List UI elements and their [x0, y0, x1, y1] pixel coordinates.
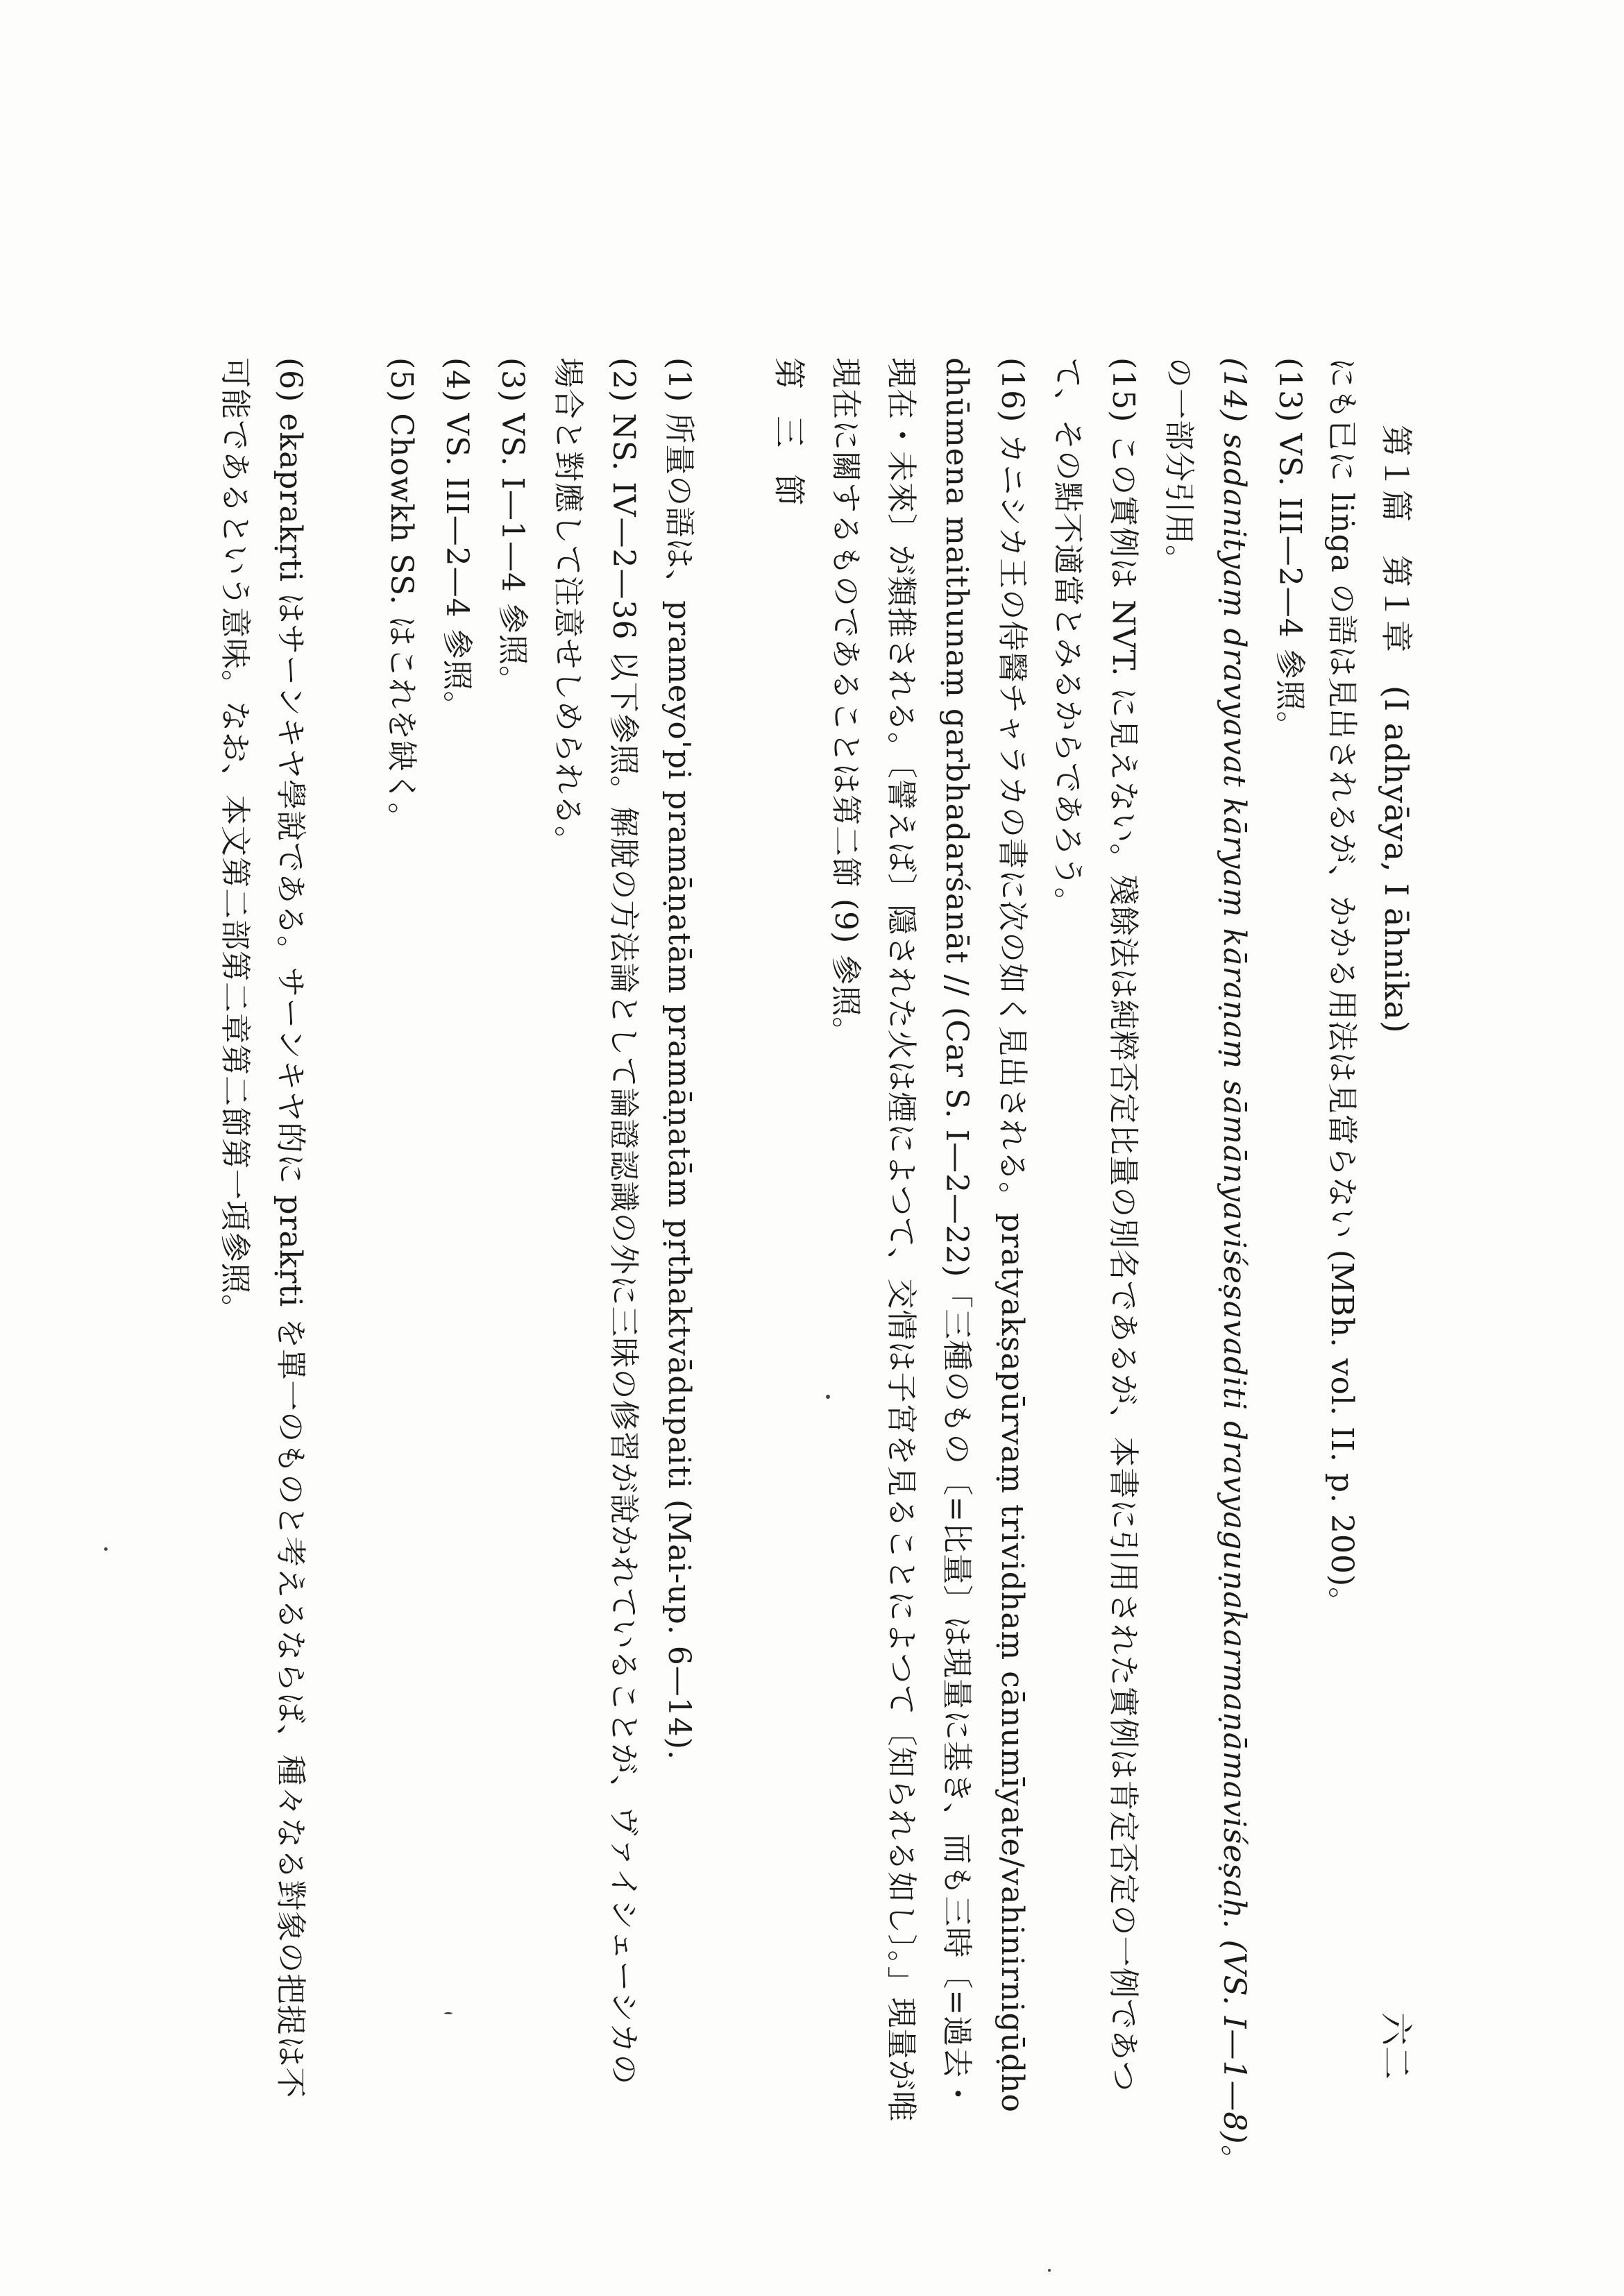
section-heading: 第三節 — [770, 357, 808, 532]
footnote-line: 場合と對應して注意せしめられる。 — [550, 357, 586, 857]
text-line: にも已に liṅga の語は見出されるが、かかる用法は見當らない (MBh. vol. II. p. 200)。 — [1324, 357, 1360, 1619]
text-line: 現在・未來〕が類推される。〔譬えば〕隱された火は煙によつて、交情は子宮を見ることによつて〔知られる如し〕。」現量が唯 — [883, 357, 919, 2123]
text-line: て、その點不適當とみるからであろう。 — [1050, 357, 1085, 919]
text-line: の一部分引用。 — [1161, 357, 1196, 576]
text-line: (16) カニシカ王の侍醫チャラカの書に次の如く見出される。pratyakṣapūrvaṃ trividhaṃ cānumīyate/vahinirnigūḍho — [995, 357, 1030, 2113]
footnote-line: (4) VS. III—2—4 參照。 — [439, 357, 475, 722]
scan-speck — [444, 2012, 452, 2014]
page-number: 六二 — [1376, 2012, 1415, 2081]
footnote-line: (1) 所量の語は、prameyo'pi pramāṇatām pramāṇatām pṛthaktvādupaiti (Mai-up. 6—14). — [661, 357, 697, 1760]
footnote-line: 可能であるという意味。なお、本文第二部第二章第二節第一項參照。 — [217, 357, 253, 1325]
footnote-line: (5) Chowkh SS. はこれを缺く。 — [384, 357, 419, 834]
text-line: (14) sadanityaṃ dravyavat kāryaṃ kāraṇaṃ sāmānyaviśeṣavaditi dravyaguṇakarmaṇāmaviśeṣaḥ. (VS. I—1—8)。 — [1217, 357, 1252, 2176]
running-head: 第１篇 第１章 (I adhyāya, I āhnika) — [1378, 425, 1415, 1034]
scan-speck — [1048, 2269, 1051, 2272]
text-line: 現在に關するものであることは第二節 (9) 參照。 — [828, 357, 863, 1048]
footnote-line: (2) NS. IV—2—36 以下參照。解脫の方法論として論證認識の外に三昧の修習が說かれていることが、ヴァイシェーシカの — [606, 357, 641, 2086]
footnote-line: (3) VS. I—1—4 參照。 — [495, 357, 530, 697]
text-line: dhūmena maithunaṃ garbhadarśanāt // (Car S. I—2—22)「三種のもの〔=比量〕は現量に基き、而も三時〔=過去・ — [939, 357, 974, 2110]
text-line: (13) VS. III—2—4 參照。 — [1272, 357, 1308, 742]
footnote-line: (6) ekaprakṛti はサーンキヤ學說である。サーンキヤ的に prakṛti を單一のものと考えるならば、種々なる對象の把捉は不 — [273, 357, 308, 2099]
scan-speck — [104, 1547, 108, 1551]
scan-speck — [826, 1395, 830, 1399]
text-line: (15) この實例は NVT. に見えない。殘餘法は純粹否定比量の別名であるが、本書に引用された實例は肯定否定の一例であつ — [1106, 357, 1141, 2093]
